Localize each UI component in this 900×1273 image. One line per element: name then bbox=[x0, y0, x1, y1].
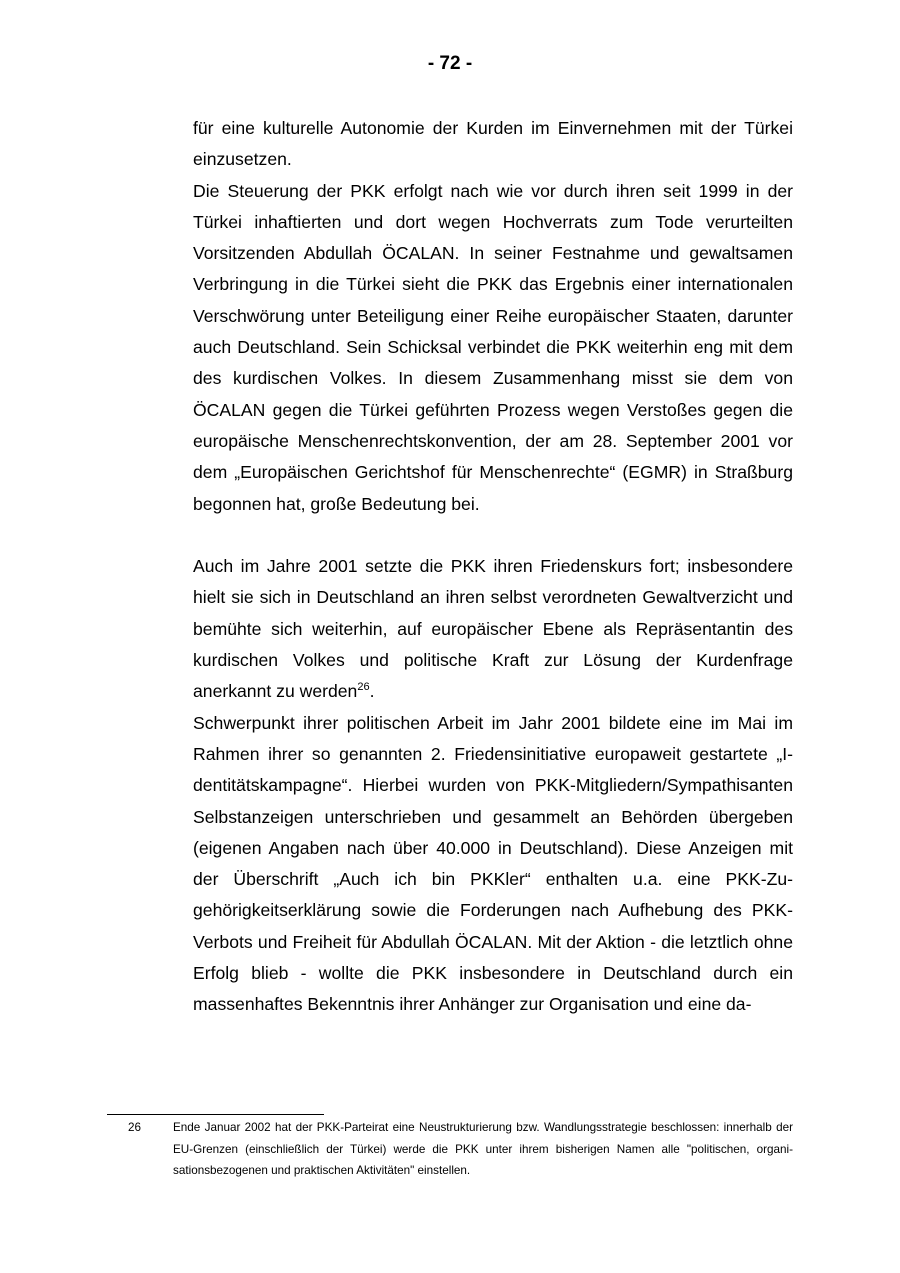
footnote-separator bbox=[107, 1114, 324, 1115]
footnote bbox=[107, 1117, 793, 1182]
page-number: - 72 - bbox=[427, 53, 473, 74]
paragraph: für eine kulturelle Autonomie der Kurden im Einvernehmen mit der Türkei einzusetzen. bbox=[193, 118, 793, 170]
footnote-text: Ende Januar 2002 hat der PKK-Parteirat eine Neustrukturierung bzw. Wandlungsstrategie beschlossen: innerhalb der EU-Grenzen (einschließlich der Türkei) werde die PKK unter ihrem bisherigen Namen alle "politischen, organisationsbezogenen und praktischen Aktivitäten" einstellen. bbox=[173, 1121, 793, 1177]
footnote-number: 26 bbox=[128, 1121, 142, 1134]
paragraph-text: Auch im Jahre 2001 setzte die PKK ihren Friedenskurs fort; insbesondere hielt sie sich in Deutschland an ihren selbst verordneten Gewaltverzicht und bemühte sich weiterhin, auf europäischer Ebene als Repräsentantin des kurdischen Volkes und politische Kraft zur Lösung der Kurdenfrage anerkannt zu werden bbox=[193, 556, 793, 702]
paragraph: Schwerpunkt ihrer politischen Arbeit im Jahr 2001 bildete eine im Mai im Rahmen ihrer so genannten 2. Friedensinitiative europaweit gestartete „Identitätskampagne“. Hierbei wurden von PKK-Mitgliedern/Sympathisanten Selbstanzeigen unterschrieben und gesammelt an Behörden übergeben (eigenen Angaben nach über 40.000 in Deutschland). Diese Anzeigen mit der Überschrift „Auch ich bin PKKler“ enthalten u.a. eine PKK-Zugehörigkeitserklärung sowie die Forderungen nach Aufhebung des PKK-Verbots und Freiheit für Abdullah ÖCALAN. Mit der Aktion - die letztlich ohne Erfolg blieb - wollte die PKK insbesondere in Deutschland durch ein massenhaftes Bekenntnis ihrer Anhänger zur Organisation und eine da- bbox=[193, 712, 793, 1015]
paragraph-text-end: . bbox=[369, 681, 375, 702]
body-text bbox=[193, 113, 793, 1021]
paragraph: Die Steuerung der PKK erfolgt nach wie vor durch ihren seit 1999 in der Türkei inhaftierten und dort wegen Hochverrats zum Tode verurteilten Vorsitzenden Abdullah ÖCALAN. In seiner Festnahme und gewaltsamen Verbringung in die Türkei sieht die PKK das Ergebnis einer internationalen Verschwörung unter Beteiligung einer Reihe europäischer Staaten, darunter auch Deutschland. Sein Schicksal verbindet die PKK weiterhin eng mit dem des kurdischen Volkes. In diesem Zusammenhang misst sie dem von ÖCALAN gegen die Türkei geführten Prozess wegen Verstoßes gegen die europäische Menschenrechtskonvention, der am 28. September 2001 vor dem „Europäischen Gerichtshof für Menschenrechte“ (EGMR) in Straßburg begonnen hat, große Bedeutung bei. bbox=[193, 180, 793, 514]
paragraph bbox=[193, 551, 793, 707]
footnote-reference[interactable]: 26 bbox=[357, 681, 370, 694]
